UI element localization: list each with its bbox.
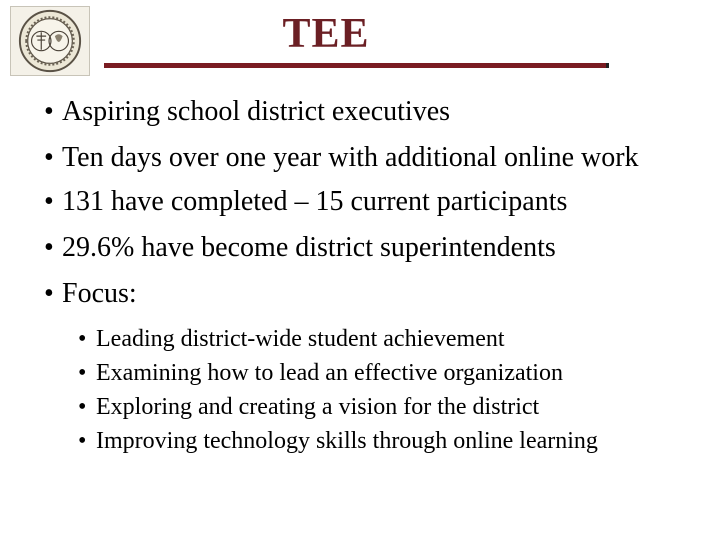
sub-bullet-item: • Examining how to lead an effective organization bbox=[78, 360, 563, 386]
page-title: TEE bbox=[282, 11, 370, 57]
sub-bullet-text: Improving technology skills through online learning bbox=[96, 428, 598, 454]
sub-bullet-item: • Improving technology skills through online learning bbox=[78, 428, 598, 454]
sub-bullet-text: Leading district-wide student achievement bbox=[96, 326, 505, 352]
bullet-item: • Ten days over one year with additional online work bbox=[44, 142, 639, 173]
sub-bullet-text: Exploring and creating a vision for the district bbox=[96, 394, 540, 420]
bullet-text: 131 have completed – 15 current participants bbox=[62, 186, 568, 217]
bullet-item: • 131 have completed – 15 current participants bbox=[44, 186, 568, 217]
bullet-list bbox=[44, 95, 704, 471]
focus-sublist bbox=[78, 322, 704, 458]
bullet-text: Ten days over one year with additional online work bbox=[62, 142, 639, 173]
bullet-item: • Aspiring school district executives bbox=[44, 96, 451, 127]
bullet-item: • 29.6% have become district superintendents bbox=[44, 232, 556, 263]
bullet-text: Aspiring school district executives bbox=[62, 96, 451, 127]
bullet-text: 29.6% have become district superintendents bbox=[62, 232, 556, 263]
bullet-text: Focus: bbox=[62, 278, 137, 309]
sub-bullet-item: • Exploring and creating a vision for the district bbox=[78, 394, 540, 420]
title-underline bbox=[104, 63, 606, 68]
sub-bullet-text: Examining how to lead an effective organization bbox=[96, 360, 563, 386]
bullet-item-focus: • Focus: • Leading district-wide student achievement • Examining how to lead an effective organization • Exploring and creating a vision for the district • Improving technology skills through online learning bbox=[44, 277, 704, 458]
sub-bullet-item: • Leading district-wide student achievement bbox=[78, 326, 505, 352]
